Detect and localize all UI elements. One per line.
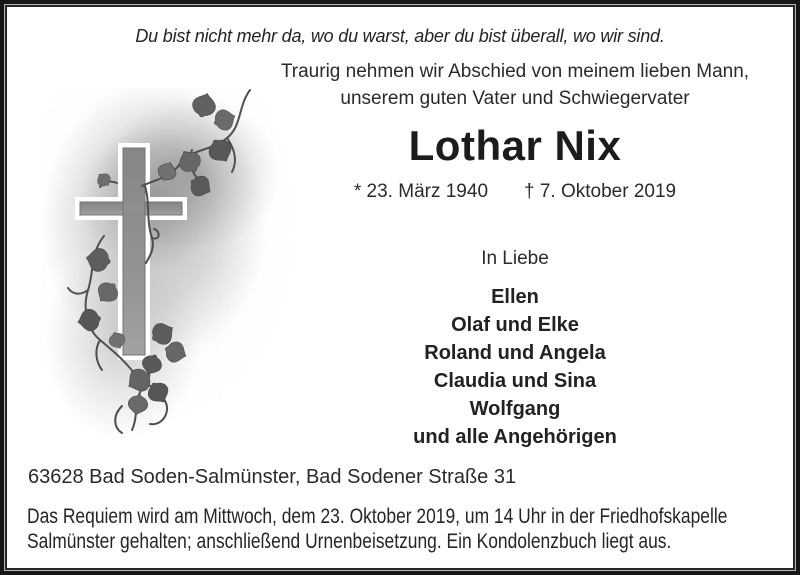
death-date: † 7. Oktober 2019 — [524, 181, 677, 202]
mourner-entry: Ellen — [491, 286, 539, 308]
service-line-1: Das Requiem wird am Mittwoch, dem 23. Oktober 2019, um 14 Uhr in der Friedhofskapelle — [27, 505, 728, 528]
cross-ivy-artwork — [42, 88, 297, 453]
intro-text — [275, 58, 755, 112]
mourner-entry: Roland und Angela — [424, 342, 606, 364]
closing-phrase: In Liebe — [481, 248, 549, 269]
life-dates — [275, 180, 755, 204]
deceased-name: Lothar Nix — [408, 122, 622, 169]
mourner-entry: Wolfgang — [469, 398, 561, 420]
memorial-quote: Du bist nicht mehr da, wo du warst, aber du bist überall, wo wir sind. — [135, 26, 665, 46]
address-line: 63628 Bad Soden-Salmünster, Bad Sodener Straße 31 — [28, 466, 517, 488]
intro-line-1: Traurig nehmen wir Abschied von meinem lieben Mann, — [280, 61, 750, 82]
birth-date: * 23. März 1940 — [353, 181, 489, 202]
mourner-entry: und alle Angehörigen — [413, 426, 617, 448]
cloud-halo — [42, 88, 297, 453]
service-line-2: Salmünster gehalten; anschließend Urnenbeisetzung. Ein Kondolenzbuch liegt aus. — [27, 530, 672, 553]
intro-line-2: unserem guten Vater und Schwiegervater — [340, 88, 690, 109]
mourner-entry: Claudia und Sina — [433, 370, 597, 392]
mourners-list — [275, 283, 755, 451]
mourner-entry: Olaf und Elke — [451, 314, 579, 336]
service-info — [27, 504, 778, 554]
